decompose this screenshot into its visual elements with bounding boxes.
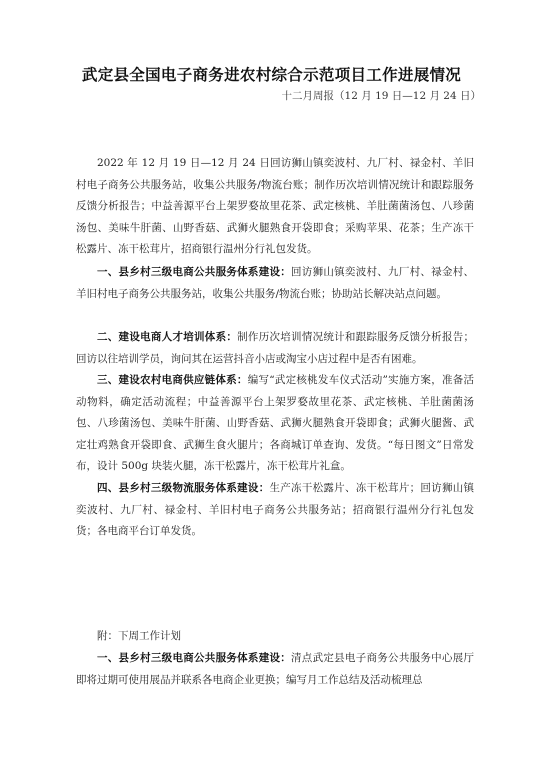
document-title: 武定县全国电子商务进农村综合示范项目工作进展情况	[81, 66, 462, 84]
plan-section-1-heading: 一、县乡村三级电商公共服务体系建设：	[97, 652, 292, 664]
section-4-heading: 四、县乡村三级物流服务体系建设：	[97, 482, 270, 494]
section-3-heading: 三、建设农村电商供应链体系：	[97, 374, 248, 386]
document-subtitle: 十二月周报（12 月 19 日—12 月 24 日）	[281, 90, 481, 102]
plan-section-1-body: 清点武定县电子商务公共服务中心展厅即将过期可使用展品并联系各电商企业更换；编写月工作总结及活动梳理总	[76, 652, 475, 686]
plan-section-1-paragraph	[76, 648, 474, 691]
section-4-body: 生产冻干松露片、冻干松茸片；回访狮山镇奕波村、九厂村、禄金村、羊旧村电子商务公共服务站；招商银行温州分行礼包发货；各电商平台订单发货。	[76, 482, 475, 537]
section-1-paragraph	[76, 262, 474, 305]
section-4-paragraph	[76, 478, 474, 543]
section-1-heading: 一、县乡村三级电商公共服务体系建设：	[97, 266, 292, 278]
section-2-paragraph	[76, 327, 474, 370]
section-2-body: 制作历次培训情况统计和跟踪服务反馈分析报告；回访以往培训学员，询问其在运营抖音小店或淘宝小店过程中是否有困难。	[76, 331, 475, 365]
section-1-body: 回访狮山镇奕波村、九厂村、禄金村、羊旧村电子商务公共服务站，收集公共服务/物流台账；协助站长解决站点问题。	[76, 266, 475, 300]
section-2-heading: 二、建设电商人才培训体系：	[97, 331, 238, 343]
appendix-heading: 附：下周工作计划	[97, 630, 181, 642]
section-3-body: 编写“武定核桃发车仪式活动”实施方案，准备活动物料，确定活动流程；中益善源平台上架罗婺故里花茶、武定核桃、羊肚菌菌汤包、八珍菌汤包、美味牛肝菌、山野香菇、武狮火腿熟食开袋即食；武狮火腿酱、武定壮鸡熟食开袋即食、武狮生食火腿片；各商城订单查询、发货。“每日图文”日常发布，设计 500g 块装火腿，冻干松露片，冻干松茸片礼盒。	[76, 374, 474, 472]
section-3-paragraph	[76, 370, 474, 478]
intro-paragraph: 2022 年 12 月 19 日—12 月 24 日回访狮山镇奕波村、九厂村、禄金村、羊旧村电子商务公共服务站，收集公共服务/物流台账；制作历次培训情况统计和跟踪服务反馈分析报告；中益善源平台上架罗婺故里花茶、武定核桃、羊肚菌菌汤包、八珍菌汤包、美味牛肝菌、山野香菇、武狮火腿熟食开袋即食；采购苹果、花茶；生产冻干松露片、冻干松茸片，招商银行温州分行礼包发货。	[76, 157, 474, 255]
